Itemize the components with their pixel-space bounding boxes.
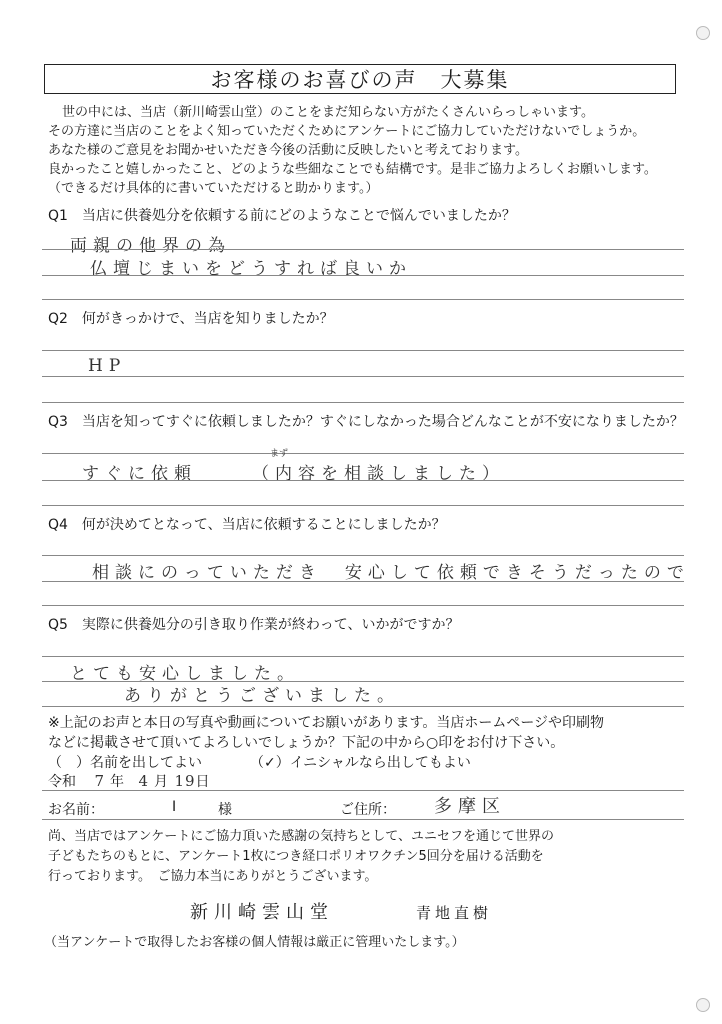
answer-rule <box>42 656 684 657</box>
intro-line-2: その方達に当店のことをよく知っていただくためにアンケートにご協力していただけないでしょうか。 <box>48 124 646 139</box>
privacy-note: （当アンケートで取得したお客様の個人情報は厳正に管理いたします。） <box>44 935 465 950</box>
shop-name: 新川崎雲山堂 <box>190 902 334 923</box>
address-label: ご住所： <box>340 802 396 818</box>
answer-rule <box>42 453 684 454</box>
footer-line-2: 子どもたちのもとに、アンケート1枚につき経口ポリオワクチン5回分を届ける活動を <box>48 849 544 864</box>
answer-1-line-2: 仏壇じまいをどうすれば良いか <box>90 259 412 279</box>
answer-1-line-1: 両親の他界の為 <box>70 236 231 256</box>
consent-option-name[interactable] <box>48 752 202 772</box>
option-initials-checkbox[interactable]: （✓） <box>250 755 290 771</box>
footer-line-1: 尚、当店ではアンケートにご協力頂いた感謝の気持ちとして、ユニセフを通じて世界の <box>48 829 554 844</box>
intro-line-5: （できるだけ具体的に書いていただけると助かります。） <box>48 181 379 196</box>
option-name-checkbox[interactable]: （ ） <box>48 755 90 771</box>
date-year: 7 <box>94 772 110 790</box>
owner-name: 青地直樹 <box>416 904 493 922</box>
punch-hole-bottom <box>696 998 710 1012</box>
date-year-unit: 年 <box>110 774 124 790</box>
date-day-unit: 日 <box>195 774 210 790</box>
answer-rule <box>42 350 684 351</box>
consent-line-2: などに掲載させて頂いてよろしいでしょうか？下記の中から○印をお付け下さい。 <box>48 735 565 751</box>
consent-date <box>48 771 210 791</box>
name-honorific: 様 <box>218 802 232 818</box>
consent-line-1: ※上記のお声と本日の写真や動画についてお願いがあります。当店ホームページや印刷物 <box>48 715 605 731</box>
intro-line-3: あなた様のご意見をお聞かせいただき今後の活動に反映したいと考えております。 <box>48 143 528 158</box>
answer-rule <box>42 681 684 682</box>
intro-line-4: 良かったこと嬉しかったこと、どのような些細なことでも結構です。是非ご協力よろしくお願いします。 <box>48 162 657 177</box>
address-value: 多摩区 <box>434 796 506 817</box>
date-month: 4 <box>138 772 154 790</box>
name-value: I <box>172 799 177 815</box>
question-5: Q5 実際に供養処分の引き取り作業が終わって、いかがですか？ <box>48 617 460 633</box>
date-rule <box>42 790 684 791</box>
consent-option-initials[interactable] <box>250 752 471 772</box>
answer-rule <box>42 605 684 606</box>
answer-5-line-1: とても安心しました。 <box>70 664 300 684</box>
date-month-unit: 月 <box>154 774 168 790</box>
footer-line-3: 行っております。 ご協力本当にありがとうございます。 <box>48 869 378 884</box>
answer-4-line-1: 相談にのっていただき 安心して依頼できそうだったので <box>92 563 690 583</box>
question-3: Q3 当店を知ってすぐに依頼しましたか？すぐにしなかった場合どんなことが不安になりましたか？ <box>48 414 684 430</box>
answer-rule <box>42 581 684 582</box>
answer-5-line-2: ありがとうございました。 <box>124 686 400 706</box>
answer-rule <box>42 505 684 506</box>
answer-3-line-2: （内容を相談しました） <box>252 464 505 484</box>
answer-rule <box>42 480 684 481</box>
option-initials-label: イニシャルなら出してもよい <box>289 755 471 771</box>
answer-3-line-1: すぐに依頼 <box>82 464 197 484</box>
customer-rule <box>42 819 684 820</box>
answer-rule <box>42 299 684 300</box>
intro-line-1: 世の中には、当店（新川崎雲山堂）のことをまだ知らない方がたくさんいらっしゃいます。 <box>62 105 594 120</box>
answer-rule <box>42 555 684 556</box>
date-day: 19 <box>174 772 196 790</box>
title-text: お客様のお喜びの声 大募集 <box>210 68 510 92</box>
page-title <box>44 64 676 94</box>
punch-hole-top <box>696 26 710 40</box>
date-era: 令和 <box>48 774 76 790</box>
answer-rule <box>42 275 684 276</box>
answer-rule <box>42 249 684 250</box>
answer-rule <box>42 402 684 403</box>
answer-3-ruby: まず <box>270 449 289 459</box>
question-2: Q2 何がきっかけで、当店を知りましたか？ <box>48 311 334 327</box>
answer-rule <box>42 376 684 377</box>
name-label: お名前： <box>48 802 104 818</box>
option-name-label: 名前を出してよい <box>90 755 202 771</box>
answer-rule <box>42 706 684 707</box>
question-1: Q1 当店に供養処分を依頼する前にどのようなことで悩んでいましたか？ <box>48 208 516 224</box>
question-4: Q4 何が決めてとなって、当店に依頼することにしましたか？ <box>48 517 446 533</box>
answer-2-line-1: HP <box>88 356 127 376</box>
